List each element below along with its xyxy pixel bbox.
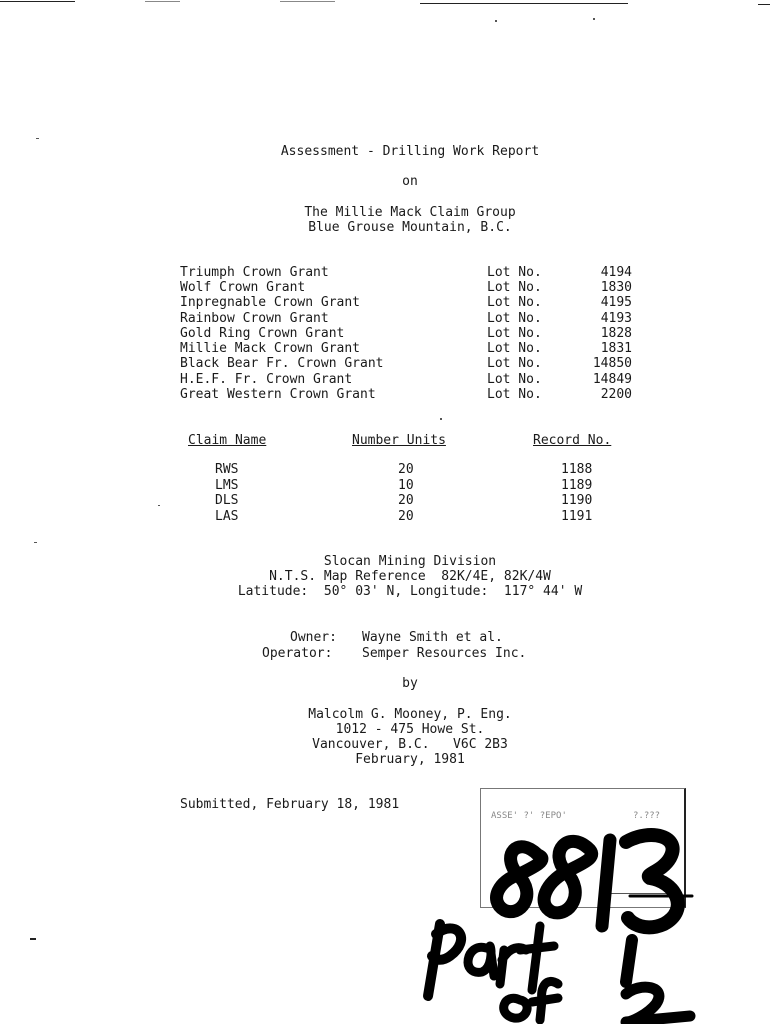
lot-label: Lot No. (487, 341, 542, 356)
scan-artifact-line (420, 3, 628, 4)
stamp-text: ?.??? (633, 811, 661, 821)
lot-label: Lot No. (487, 326, 542, 341)
lot-number: 14849 (592, 372, 632, 387)
lot-label: Lot No. (487, 356, 542, 371)
claim-name-cell: RWS (215, 462, 239, 477)
lot-label: Lot No. (487, 295, 542, 310)
lot-number: 1830 (600, 280, 632, 295)
owner-label: Owner: (290, 630, 337, 645)
operator-label: Operator: (262, 646, 333, 661)
record-cell: 1190 (561, 493, 593, 508)
submission-date: Submitted, February 18, 1981 (180, 797, 400, 812)
crown-grant-name: Gold Ring Crown Grant (180, 326, 345, 341)
lot-number: 4193 (600, 311, 632, 326)
crown-grant-name: Inpregnable Crown Grant (180, 295, 361, 310)
author-name: Malcolm G. Mooney, P. Eng. (308, 707, 512, 722)
crown-grant-name: Triumph Crown Grant (180, 265, 329, 280)
owner-value: Wayne Smith et al. (362, 630, 503, 645)
claim-name-cell: LMS (215, 478, 239, 493)
claim-name-cell: LAS (215, 509, 239, 524)
crown-grant-name: Black Bear Fr. Crown Grant (180, 356, 384, 371)
column-header-claim-name: Claim Name (188, 433, 267, 448)
report-title: Assessment - Drilling Work Report (280, 144, 540, 159)
lot-label: Lot No. (487, 280, 542, 295)
by-label: by (402, 676, 418, 691)
report-date: February, 1981 (355, 752, 465, 767)
lot-number: 14850 (592, 356, 632, 371)
report-on: on (402, 174, 418, 189)
mining-division: Slocan Mining Division (323, 554, 497, 569)
scan-artifact-line (758, 4, 770, 5)
scan-speck (158, 505, 160, 506)
units-cell: 20 (398, 462, 414, 477)
units-cell: 10 (398, 478, 414, 493)
stamp-text: N (493, 885, 501, 899)
scan-artifact-line (145, 1, 180, 2)
claim-location: Blue Grouse Mountain, B.C. (308, 220, 512, 235)
stamp-text: ASSE' ?' ?EPO' (491, 811, 567, 821)
record-cell: 1188 (561, 462, 593, 477)
lot-number: 4194 (600, 265, 632, 280)
lot-number: 2200 (600, 387, 632, 402)
record-cell: 1191 (561, 509, 593, 524)
units-cell: 20 (398, 509, 414, 524)
claim-group-name: The Millie Mack Claim Group (304, 205, 516, 220)
crown-grant-name: Millie Mack Crown Grant (180, 341, 361, 356)
nts-map-reference: N.T.S. Map Reference 82K/4E, 82K/4W (269, 569, 551, 584)
claim-name-cell: DLS (215, 493, 239, 508)
lot-number: 1828 (600, 326, 632, 341)
scan-speck (440, 418, 442, 420)
scan-speck (30, 938, 36, 940)
record-cell: 1189 (561, 478, 593, 493)
scan-speck (495, 20, 497, 22)
scan-speck (593, 18, 595, 20)
crown-grant-name: Great Western Crown Grant (180, 387, 376, 402)
lot-number: 4195 (600, 295, 632, 310)
lot-label: Lot No. (487, 265, 542, 280)
scan-artifact-line (0, 1, 75, 2)
author-address: 1012 - 475 Howe St. (335, 722, 485, 737)
column-header-number-units: Number Units (352, 433, 446, 448)
lot-label: Lot No. (487, 387, 542, 402)
lot-number: 1831 (600, 341, 632, 356)
units-cell: 20 (398, 493, 414, 508)
crown-grant-name: Wolf Crown Grant (180, 280, 306, 295)
column-header-record-no: Record No. (533, 433, 612, 448)
crown-grant-name: H.E.F. Fr. Crown Grant (180, 372, 353, 387)
lot-label: Lot No. (487, 372, 542, 387)
author-city: Vancouver, B.C. V6C 2B3 (312, 737, 508, 752)
lot-label: Lot No. (487, 311, 542, 326)
operator-value: Semper Resources Inc. (362, 646, 527, 661)
crown-grant-name: Rainbow Crown Grant (180, 311, 329, 326)
scan-speck (36, 138, 39, 139)
scan-speck (34, 542, 37, 543)
handwritten-annotation (400, 800, 700, 1024)
latitude-longitude: Latitude: 50° 03' N, Longitude: 117° 44' W (237, 584, 583, 599)
scan-artifact-line (280, 1, 335, 2)
